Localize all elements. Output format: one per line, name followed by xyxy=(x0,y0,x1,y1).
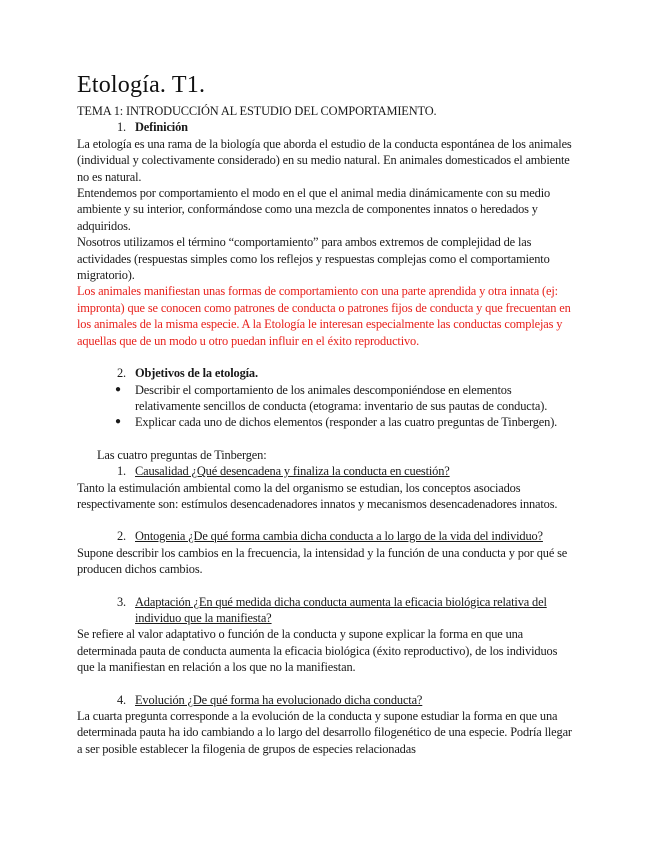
section-1-number: 1. xyxy=(117,120,126,135)
spacer xyxy=(77,512,577,528)
list-item xyxy=(115,414,577,430)
section-1-title: Definición xyxy=(135,120,188,135)
section-2-number: 2. xyxy=(117,366,126,381)
question-2-heading xyxy=(77,528,577,544)
objective-text-2: Explicar cada uno de dichos elementos (responder a las cuatro preguntas de Tinbergen). xyxy=(135,415,558,430)
question-4-title: Evolución ¿De qué forma ha evolucionado dicha conducta? xyxy=(135,692,423,707)
question-4-text: La cuarta pregunta corresponde a la evolución de la conducta y supone estudiar la forma en que una determinada pauta ha ido cambiando a lo largo del desarrollo filogenético de una especie. Podría llegar a ser posible establecer la filogenia de grupos de especies relacionadas xyxy=(77,709,572,756)
definition-paragraph-1: La etología es una rama de la biología que aborda el estudio de la conducta espontánea de los animales (individual y colectivamente considerado) en su medio natural. En animales domesticados el ambiente no es natural. xyxy=(77,136,572,184)
section-1-heading xyxy=(77,119,577,135)
list-item xyxy=(115,382,577,415)
question-3-number: 3. xyxy=(117,594,126,609)
definition-paragraph-4-red: Los animales manifiestan unas formas de comportamiento con una parte aprendida y otra innata (ej: impronta) que se conocen como patrones de conducta o patrones fijos de conducta y que frecuentan en los animales de la misma especie. A la Etología le interesan especialmente las conductas complejas y aquellas que de un modo u otro puedan influir en el éxito reproductivo. xyxy=(77,284,571,348)
objectives-list xyxy=(77,382,577,431)
question-2-text: Supone describir los cambios en la frecuencia, la intensidad y la función de una conducta y por qué se producen dichos cambios. xyxy=(77,545,568,577)
spacer xyxy=(77,578,577,594)
question-2-title: Ontogenia ¿De qué forma cambia dicha conducta a lo largo de la vida del individuo? xyxy=(135,529,543,544)
objective-text-1: Describir el comportamiento de los animales descomponiéndose en elementos relativamente sencillos de conducta (etograma: inventario de sus pautas de conducta). xyxy=(135,382,548,413)
question-3-heading xyxy=(77,594,577,627)
definition-paragraph-3: Nosotros utilizamos el término “comportamiento” para ambos extremos de complejidad de las actividades (respuestas simples como los reflejos y respuestas complejas como el comportamiento migratorio). xyxy=(77,235,550,283)
question-1-number: 1. xyxy=(117,464,126,479)
question-4-heading xyxy=(77,692,577,708)
question-2-number: 2. xyxy=(117,529,126,544)
question-3-text: Se refiere al valor adaptativo o función de la conducta y supone explicar la forma en que una determinada pauta de conducta aumenta la eficacia biológica (éxito reproductivo), de los individuos que la manifiestan en relación a los que no la manifiestan. xyxy=(77,627,558,675)
section-2-title: Objetivos de la etología. xyxy=(135,366,258,381)
question-1-text: Tanto la estimulación ambiental como la del organismo se estudian, los conceptos asociados respectivamente son: estímulos desencadenadores innatos y mecanismos desencadenadores innatos. xyxy=(77,480,558,511)
section-2-heading xyxy=(77,365,577,381)
bullet-icon: ● xyxy=(115,416,121,428)
question-3-title: Adaptación ¿En qué medida dicha conducta aumenta la eficacia biológica relativa del individuo que la manifiesta? xyxy=(135,594,547,625)
spacer xyxy=(77,349,577,365)
document-body xyxy=(77,103,577,757)
spacer xyxy=(77,676,577,692)
bullet-icon: ● xyxy=(115,383,121,395)
spacer xyxy=(77,431,577,447)
tinbergen-intro: Las cuatro preguntas de Tinbergen: xyxy=(97,447,267,462)
document-title: Etología. T1. xyxy=(77,72,206,98)
question-1-heading xyxy=(77,463,577,479)
theme-heading: TEMA 1: INTRODUCCIÓN AL ESTUDIO DEL COMPORTAMIENTO. xyxy=(77,104,437,118)
question-4-number: 4. xyxy=(117,692,126,707)
question-1-title: Causalidad ¿Qué desencadena y finaliza la conducta en cuestión? xyxy=(135,464,450,479)
definition-paragraph-2: Entendemos por comportamiento el modo en el que el animal media dinámicamente con su medio ambiente y su interior, conformándose como una mezcla de componentes innatos o heredados y adquiridos. xyxy=(77,186,551,233)
